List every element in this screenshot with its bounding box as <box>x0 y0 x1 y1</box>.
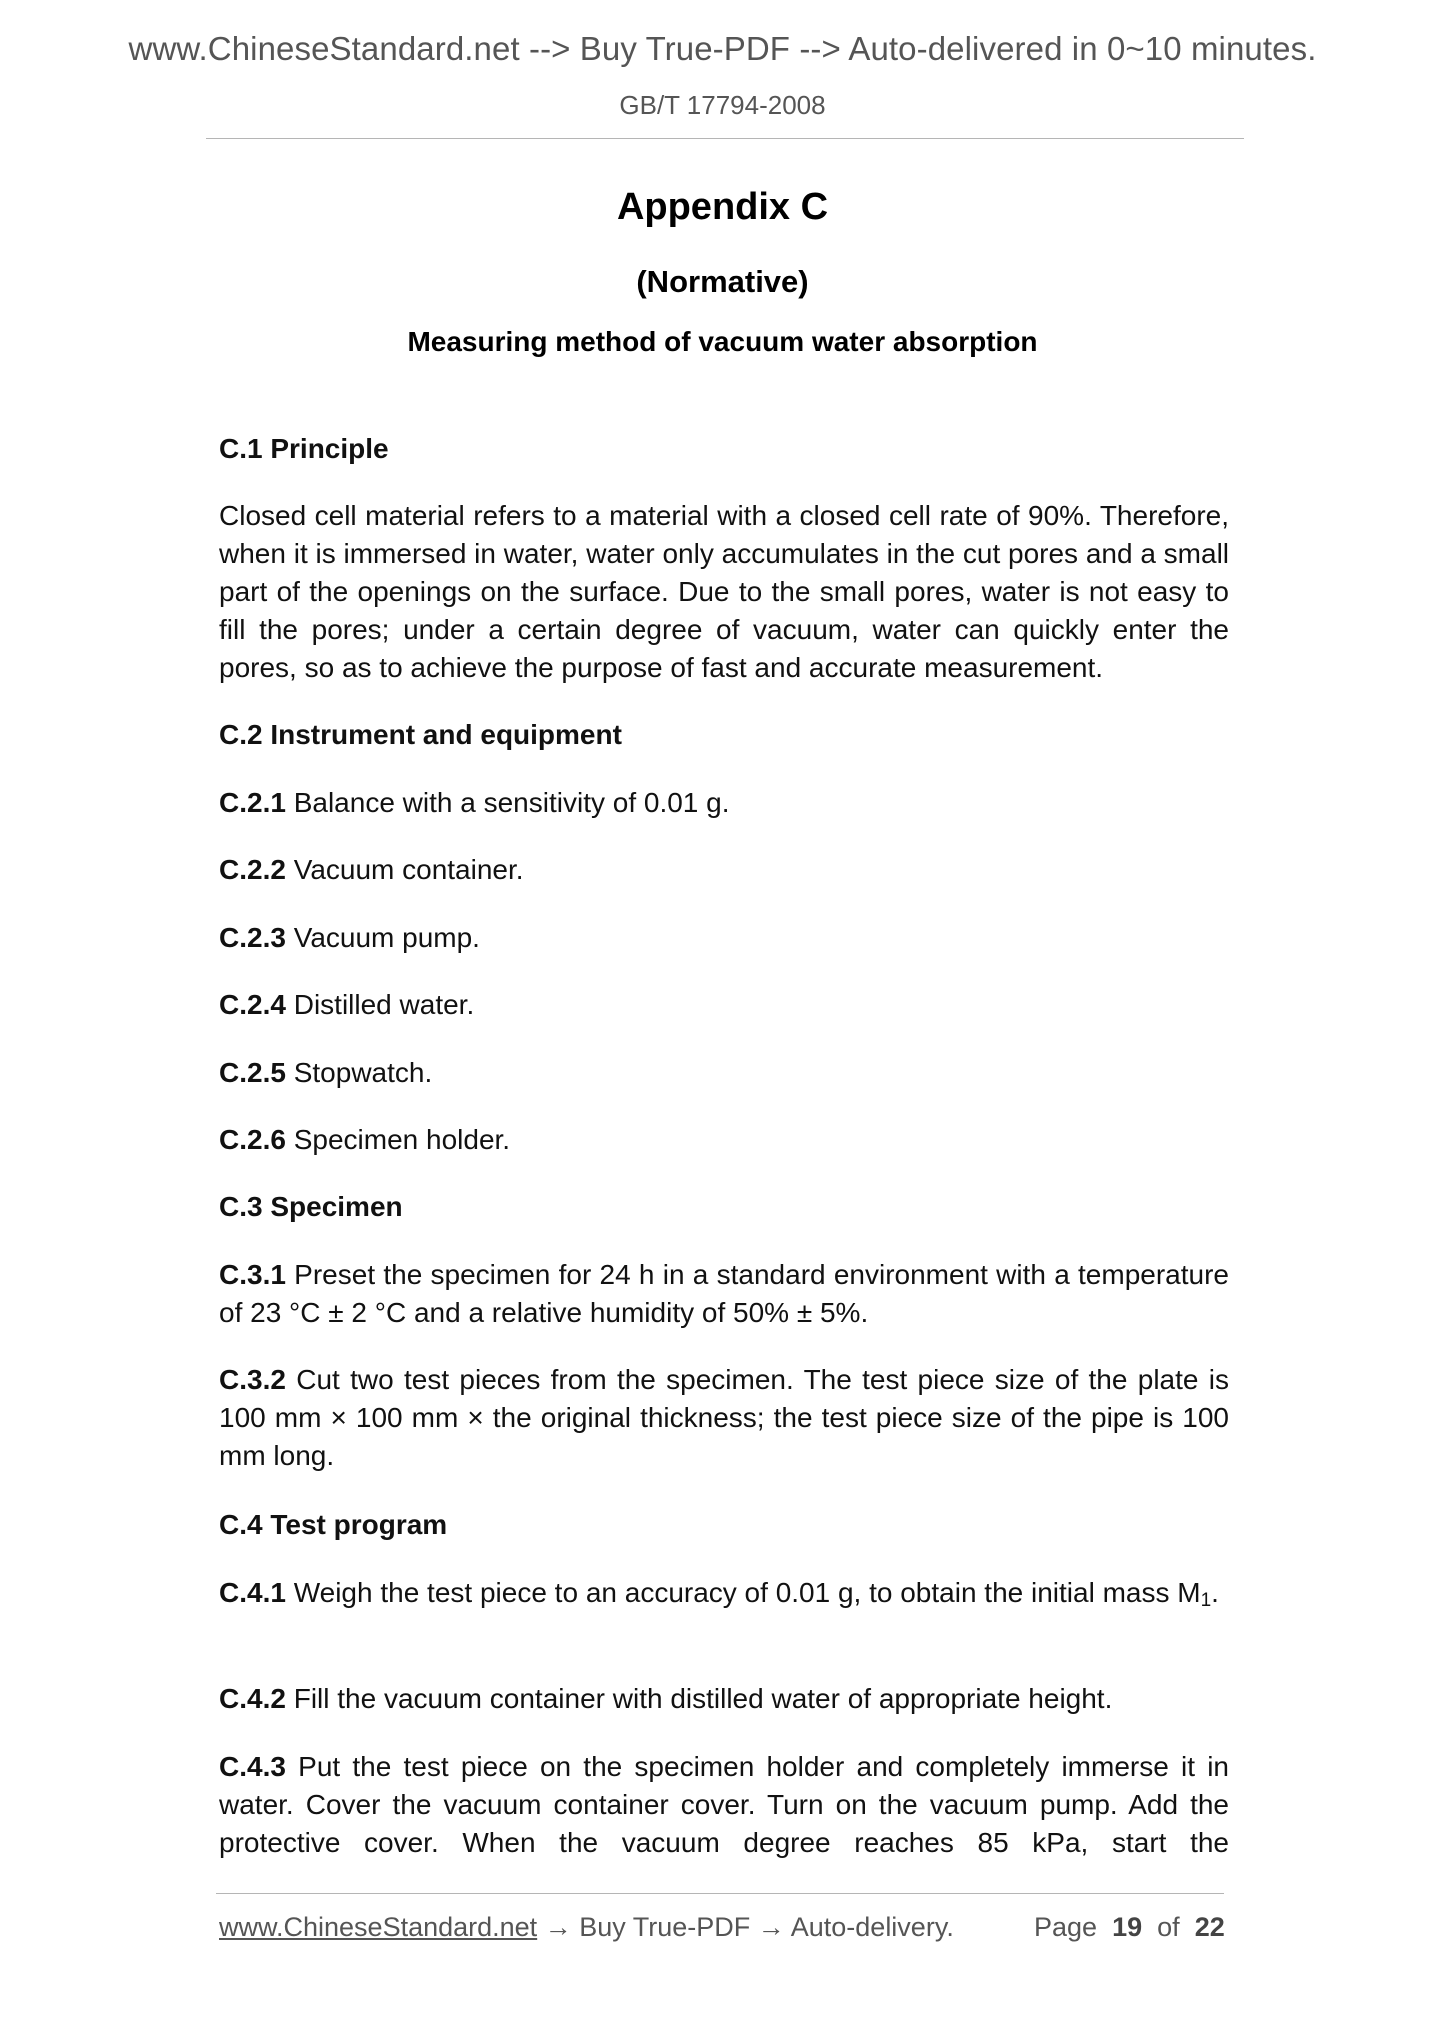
clause-c4-3 <box>219 1748 1229 1862</box>
page-number: 19 <box>1112 1912 1143 1942</box>
of-word: of <box>1157 1912 1180 1942</box>
clause-c2-4 <box>219 986 1229 1024</box>
header-divider <box>206 138 1244 139</box>
clause-number: C.3.2 <box>219 1364 286 1395</box>
clause-text: Preset the specimen for 24 h in a standard environment with a temperature of 23 °C ± 2 °C and a relative humidity of 50% ± 5%. <box>219 1259 1229 1328</box>
clause-c2-2 <box>219 851 1229 889</box>
section-heading-c1: C.1 Principle <box>219 433 389 464</box>
clause-c2-6 <box>219 1121 1229 1159</box>
clause-number: C.4.1 <box>219 1577 286 1608</box>
appendix-title: Appendix C <box>616 186 829 228</box>
section-heading-c4: C.4 Test program <box>219 1509 448 1540</box>
clause-text: Cut two test pieces from the specimen. The test piece size of the plate is 100 mm × 100 mm × the original thickness; the test piece size of the pipe is 100 mm long. <box>219 1364 1229 1471</box>
clause-text-end: . <box>1211 1577 1219 1608</box>
clause-number: C.2.4 <box>219 989 286 1020</box>
footer-divider <box>216 1893 1224 1894</box>
footer-text: → Buy True-PDF → Auto-delivery. <box>537 1912 954 1942</box>
clause-number: C.3.1 <box>219 1259 286 1290</box>
footer-link[interactable]: www.ChineseStandard.net <box>219 1912 538 1942</box>
section-heading-c3: C.3 Specimen <box>219 1191 403 1222</box>
clause-c3-1 <box>219 1256 1229 1332</box>
clause-number: C.2.6 <box>219 1124 286 1155</box>
clause-text: Stopwatch. <box>285 1057 433 1088</box>
clause-c3-2 <box>219 1361 1229 1475</box>
source-banner: www.ChineseStandard.net --> Buy True-PDF --> Auto-delivered in 0~10 minutes. <box>128 30 1317 67</box>
normative-label: (Normative) <box>636 264 809 299</box>
clause-text: Vacuum container. <box>285 854 524 885</box>
clause-text: Weigh the test piece to an accuracy of 0.01 g, to obtain the initial mass M <box>285 1577 1201 1608</box>
clause-number: C.2.2 <box>219 854 286 885</box>
clause-c4-2 <box>219 1680 1229 1718</box>
clause-number: C.2.1 <box>219 787 286 818</box>
clause-c2-5 <box>219 1054 1229 1092</box>
clause-number: C.4.3 <box>219 1751 286 1782</box>
page-word: Page <box>1034 1912 1098 1942</box>
clause-c2-1 <box>219 784 1229 822</box>
page-footer <box>219 1912 1225 1943</box>
clause-number: C.4.2 <box>219 1683 286 1714</box>
clause-text: Put the test piece on the specimen holder and completely immerse it in water. Cover the vacuum container cover. Turn on the vacuum pump. Add the protective cover. When the vacuum degree reaches 85 kPa, start the <box>219 1751 1229 1858</box>
clause-text: Specimen holder. <box>285 1124 511 1155</box>
page-indicator <box>1034 1912 1225 1943</box>
clause-number: C.2.5 <box>219 1057 286 1088</box>
page-total: 22 <box>1194 1912 1225 1942</box>
clause-number: C.2.3 <box>219 922 286 953</box>
clause-c4-1 <box>219 1574 1229 1620</box>
standard-number: GB/T 17794-2008 <box>619 90 826 120</box>
clause-text: Vacuum pump. <box>285 922 480 953</box>
clause-c2-3 <box>219 919 1229 957</box>
clause-text: Balance with a sensitivity of 0.01 g. <box>285 787 730 818</box>
paragraph-c1: Closed cell material refers to a material with a closed cell rate of 90%. Therefore, when it is immersed in water, water only accumulates in the cut pores and a small part of the openings on the surface. Due to the small pores, water is not easy to fill the pores; under a certain degree of vacuum, water can quickly enter the pores, so as to achieve the purpose of fast and accurate measurement. <box>219 500 1230 683</box>
section-heading-c2: C.2 Instrument and equipment <box>219 719 622 750</box>
mass-subscript: 1 <box>1200 1590 1212 1611</box>
clause-text: Distilled water. <box>285 989 475 1020</box>
appendix-subtitle: Measuring method of vacuum water absorption <box>407 326 1038 357</box>
clause-text: Fill the vacuum container with distilled water of appropriate height. <box>285 1683 1113 1714</box>
